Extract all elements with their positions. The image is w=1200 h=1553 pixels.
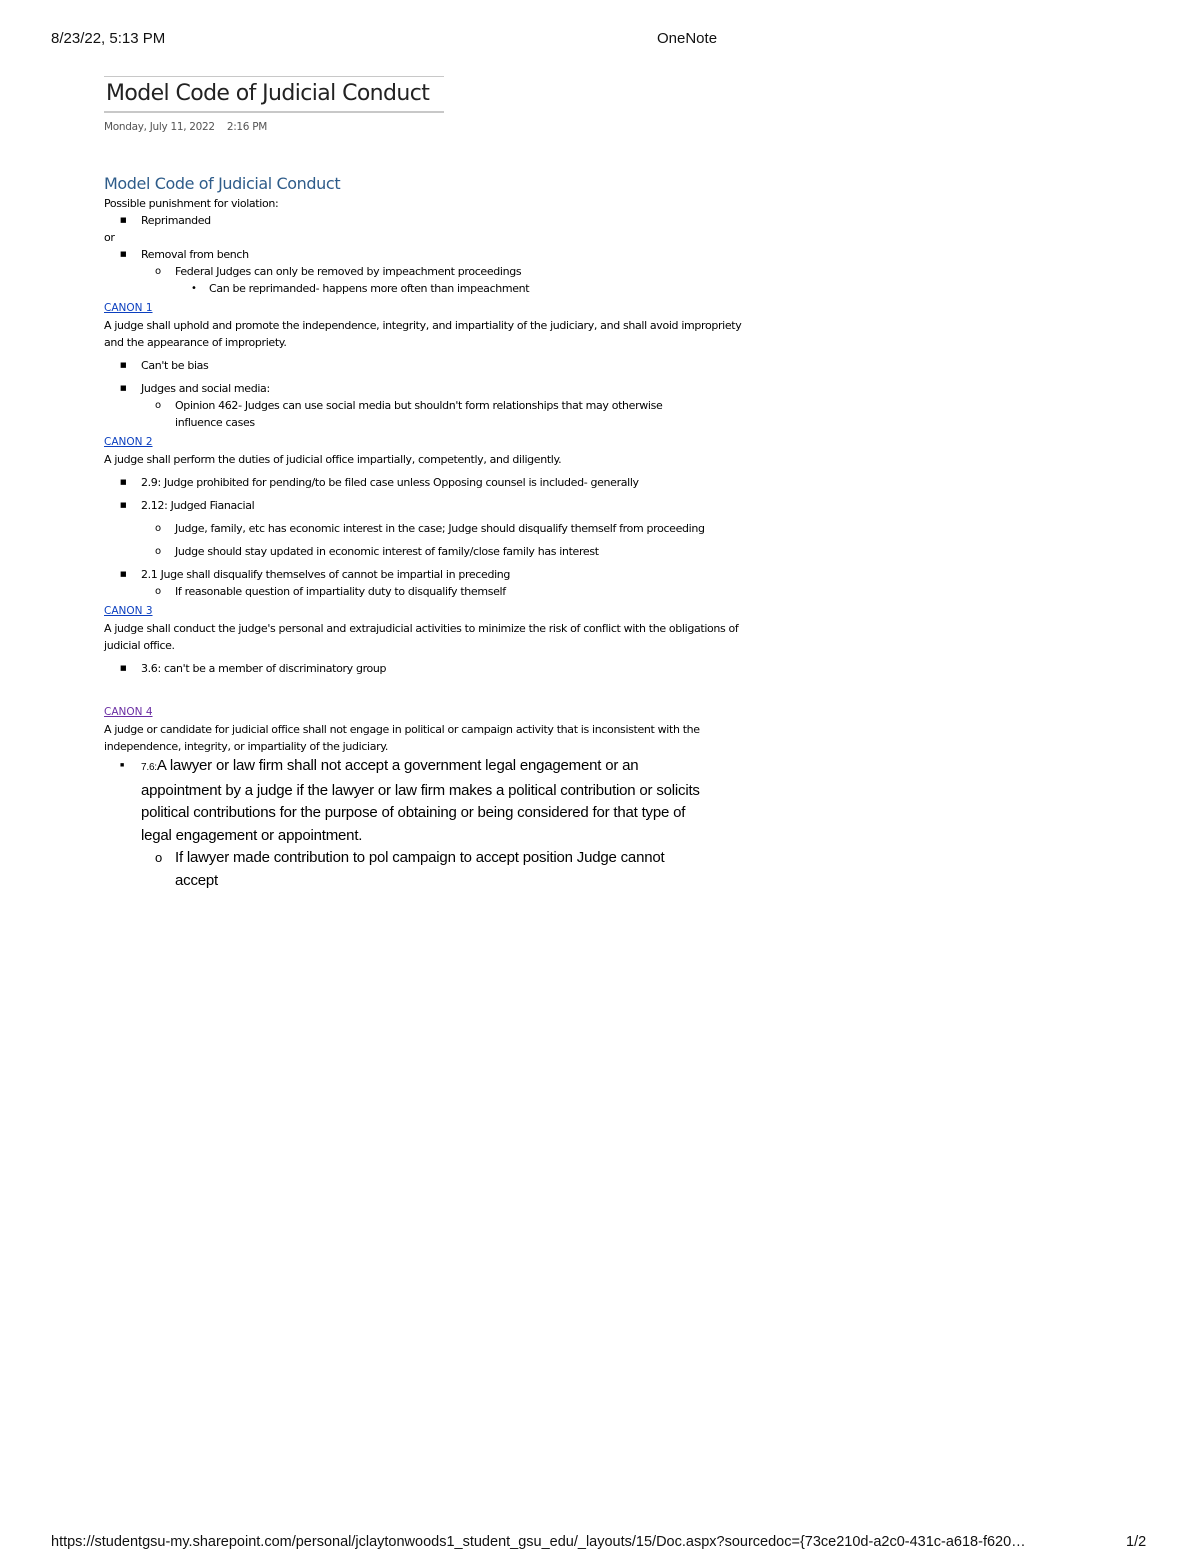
list-item: o If lawyer made contribution to pol campaign to accept position Judge cannot accept bbox=[155, 849, 665, 889]
list-item: o Judge should stay updated in economic interest of family/close family has interest bbox=[155, 545, 599, 558]
circle-bullet-icon: o bbox=[155, 266, 161, 277]
canon-1-link[interactable]: CANON 1 bbox=[104, 302, 153, 314]
canon-2-list bbox=[104, 474, 744, 600]
list-item: ■ 7.6:A lawyer or law firm shall not accept a government legal engagement or an appointment by a judge if the lawyer or law firm makes a political contribution or solicits political contributions for the purpose of obtaining or being considered for that type of legal engagement or appointment. bbox=[120, 757, 700, 844]
canon-3-text: A judge shall conduct the judge's personal and extrajudicial activities to minimize the risk of conflict with the obligations of judicial office. bbox=[104, 622, 739, 652]
list-item: ■ 2.12: Judged Fianacial bbox=[120, 499, 255, 512]
print-datetime: 8/23/22, 5:13 PM bbox=[51, 30, 166, 47]
list-item: ■ 3.6: can't be a member of discriminatory group bbox=[120, 662, 387, 675]
square-bullet-icon: ■ bbox=[120, 501, 127, 509]
list-item: o Judge, family, etc has economic interest in the case; Judge should disqualify themself from proceeding bbox=[155, 522, 705, 535]
canon-3-link[interactable]: CANON 3 bbox=[104, 605, 153, 617]
list-item: ■ 2.1 Juge shall disqualify themselves of cannot be impartial in preceding bbox=[120, 568, 511, 581]
circle-bullet-icon: o bbox=[155, 400, 161, 411]
print-url: https://studentgsu-my.sharepoint.com/personal/jclaytonwoods1_student_gsu_edu/_layouts/15/Doc.aspx?sourcedoc={73ce210d-a2c0-431c-a618-f620… bbox=[51, 1534, 1026, 1550]
or-text: or bbox=[104, 231, 115, 244]
list-item: ■ 2.9: Judge prohibited for pending/to be filed case unless Opposing counsel is included- generally bbox=[120, 476, 639, 489]
list-item: • Can be reprimanded- happens more often than impeachment bbox=[191, 282, 530, 295]
canon-1-list bbox=[104, 357, 744, 431]
punishment-list bbox=[104, 212, 744, 229]
section-heading: Model Code of Judicial Conduct bbox=[104, 174, 341, 193]
list-item: o Opinion 462- Judges can use social media but shouldn't form relationships that may otherwise influence cases bbox=[155, 399, 663, 429]
square-bullet-icon: ■ bbox=[120, 361, 127, 369]
note-title-box[interactable] bbox=[104, 76, 444, 113]
print-app-name: OneNote bbox=[657, 30, 718, 47]
list-item: o If reasonable question of impartiality duty to disqualify themself bbox=[155, 585, 506, 598]
note-title[interactable]: Model Code of Judicial Conduct bbox=[106, 81, 430, 106]
list-item: o Federal Judges can only be removed by impeachment proceedings bbox=[155, 265, 522, 278]
rule-number: 7.6: bbox=[141, 762, 157, 773]
dot-bullet-icon: • bbox=[191, 283, 197, 294]
note-timestamp bbox=[104, 119, 267, 136]
list-item: ■ Judges and social media: bbox=[120, 382, 270, 395]
square-bullet-icon: ■ bbox=[120, 570, 127, 578]
square-bullet-icon: ■ bbox=[120, 250, 127, 258]
canon-2-link[interactable]: CANON 2 bbox=[104, 436, 153, 448]
canon-4-list bbox=[104, 755, 744, 892]
square-bullet-icon: ■ bbox=[120, 762, 125, 769]
square-bullet-icon: ■ bbox=[120, 216, 127, 224]
circle-bullet-icon: o bbox=[155, 586, 161, 597]
canon-4-text: A judge or candidate for judicial office shall not engage in political or campaign activity that is inconsistent with the independence, integrity, or impartiality of the judiciary. bbox=[104, 723, 700, 753]
note-date: Monday, July 11, 2022 bbox=[104, 121, 215, 133]
square-bullet-icon: ■ bbox=[120, 384, 127, 392]
list-item: ■ Can't be bias bbox=[120, 359, 209, 372]
circle-bullet-icon: o bbox=[155, 546, 161, 557]
note-time: 2:16 PM bbox=[226, 121, 268, 133]
canon-1-text: A judge shall uphold and promote the independence, integrity, and impartiality of the judiciary, and shall avoid impropriety and the appearance of impropriety. bbox=[104, 319, 742, 349]
canon-2-text: A judge shall perform the duties of judicial office impartially, competently, and diligently. bbox=[104, 453, 562, 466]
punishment-list-2 bbox=[104, 246, 744, 297]
page-number: 1/2 bbox=[1126, 1534, 1147, 1550]
note-content bbox=[104, 173, 744, 892]
circle-bullet-icon: o bbox=[155, 523, 161, 534]
canon-3-list bbox=[104, 660, 744, 677]
list-item: ■ Removal from bench bbox=[120, 248, 249, 261]
circle-bullet-icon: o bbox=[155, 850, 163, 865]
list-item: ■ Reprimanded bbox=[120, 214, 211, 227]
square-bullet-icon: ■ bbox=[120, 478, 127, 486]
square-bullet-icon: ■ bbox=[120, 664, 127, 672]
punishment-label: Possible punishment for violation: bbox=[104, 197, 279, 210]
canon-4-link[interactable]: CANON 4 bbox=[104, 706, 153, 718]
